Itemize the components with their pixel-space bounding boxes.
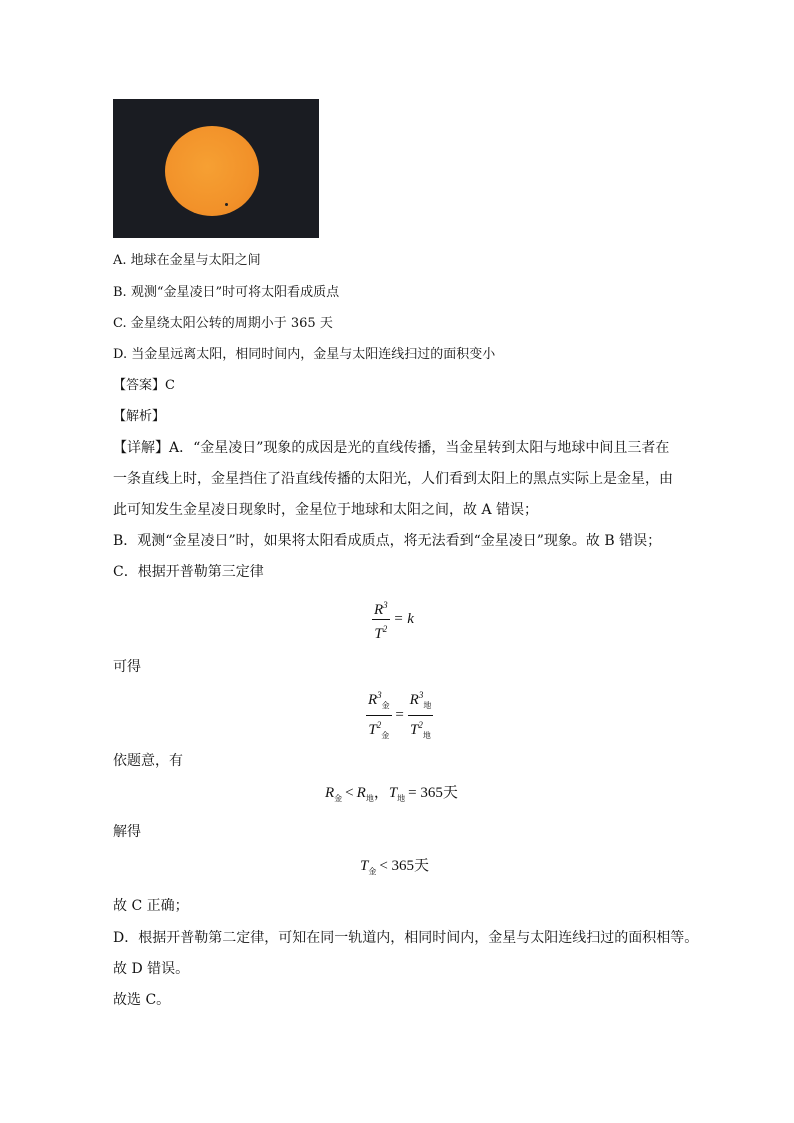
sun-disk [165,126,259,216]
closing-line-2: D．根据开普勒第二定律，可知在同一轨道内，相同时间内，金星与太阳连线扫过的面积相等。 [113,930,699,946]
closing-line-3: 故 D 错误。 [113,961,190,977]
answer-label: 【答案】 [113,378,166,393]
equation-given: $R_金 < R_地$，$T_地 = 365$天 [325,785,458,803]
detail-line-1: 【详解】A．“金星凌日”现象的成因是光的直线传播，当金星转到太阳与地球中间且三者在 [113,440,670,456]
option-b: B. 观测“金星凌日”时可将太阳看成质点 [113,285,340,300]
answer-value: C [165,378,175,393]
text-tiyi: 依题意，有 [113,753,183,769]
option-d: D. 当金星远离太阳，相同时间内，金星与太阳连线扫过的面积变小 [113,347,496,362]
sun-transit-photo [113,99,319,238]
text-kede: 可得 [113,659,141,675]
text-jiede: 解得 [113,824,141,840]
closing-line-4: 故选 C。 [113,992,171,1008]
detail-line-5: C．根据开普勒第三定律 [113,564,264,580]
equation-kepler-third: $\frac{R^3}{T^2}$ = k [372,596,414,643]
detail-label: 【详解】 [113,440,169,456]
analysis-label: 【解析】 [113,409,166,424]
venus-dot [225,203,228,206]
detail-line-2: 一条直线上时，金星挡住了沿直线传播的太阳光，人们看到太阳上的黑点实际上是金星，由 [113,471,673,487]
equation-result: $T_金 < 365$天 [360,858,430,876]
closing-line-1: 故 C 正确； [113,898,189,914]
option-a: A. 地球在金星与太阳之间 [113,253,261,268]
answer-line [113,374,175,393]
equation-ratio: $\frac{R^3_金}{T^2_金}$ = $\frac{R^3_地}{T^2_地}$ [366,686,433,745]
detail-line-3: 此可知发生金星凌日现象时，金星位于地球和太阳之间，故 A 错误； [113,502,539,518]
detail-line-4: B．观测“金星凌日”时，如果将太阳看成质点，将无法看到“金星凌日”现象。故 B 错误； [113,533,662,549]
option-c: C. 金星绕太阳公转的周期小于 365 天 [113,316,333,331]
